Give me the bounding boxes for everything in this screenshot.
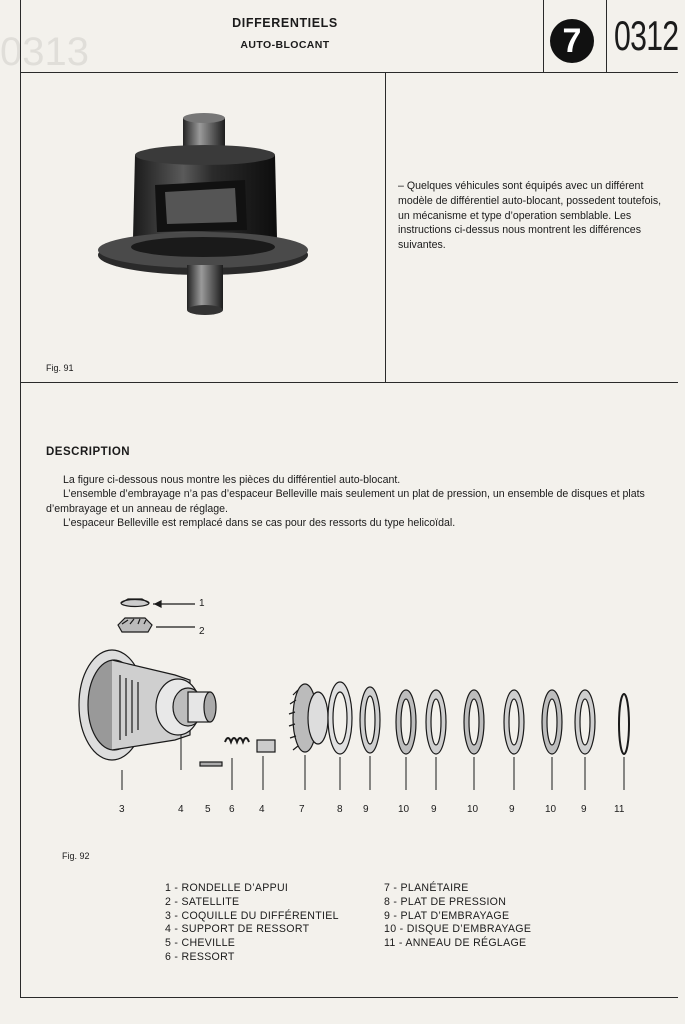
thrust-washer-part	[121, 599, 195, 607]
page-title: DIFFERENTIELS	[232, 16, 338, 30]
chapter-badge: 7	[550, 19, 594, 63]
description-paragraph: La figure ci-dessous nous montre les pièces du différentiel auto-blocant.	[63, 474, 401, 486]
legend-item: 1 - RONDELLE D’APPUI	[165, 882, 289, 894]
description-paragraph: L’espaceur Belleville est remplacé dans se cas pour des ressorts du type helicoïdal.	[63, 517, 456, 530]
page-frame-left	[20, 0, 21, 998]
header-divider-1	[543, 0, 544, 72]
section-rule	[20, 382, 678, 383]
legend-item: 3 - COQUILLE DU DIFFÉRENTIEL	[165, 909, 339, 922]
legend-item: 7 - PLANÉTAIRE	[384, 882, 469, 894]
legend-item: 8 - PLAT DE PRESSION	[384, 895, 507, 908]
callout-number: 9	[509, 804, 515, 815]
differential-case-part	[79, 650, 216, 760]
description-body	[46, 473, 646, 531]
callout-number: 5	[205, 804, 211, 815]
page-number: 0312	[614, 12, 679, 59]
callout-number: 3	[119, 804, 125, 815]
callout-number: 9	[363, 804, 369, 815]
callout-number: 1	[199, 598, 205, 609]
callout-number: 10	[467, 804, 479, 815]
intro-note-text: – Quelques véhicules sont équipés avec un différent modèle de différentiel auto-blocant, possedent toutefois, un mécanisme et type d’operation semblable. Les instructions ci-dessus nous montrent les différences suivantes.	[398, 180, 662, 252]
callout-number: 6	[229, 804, 235, 815]
legend-item: 9 - PLAT D’EMBRAYAGE	[384, 909, 510, 922]
legend-item: 2 - SATELLITE	[165, 895, 240, 908]
intro-note	[398, 179, 668, 253]
callout-number: 7	[299, 804, 305, 815]
figure-92-label: Fig. 92	[62, 851, 90, 861]
parts-legend-right	[384, 882, 531, 951]
exploded-view-diagram	[60, 590, 640, 790]
callout-number: 4	[259, 804, 265, 815]
legend-item: 10 - DISQUE D’EMBRAYAGE	[384, 923, 532, 936]
callout-number: 9	[581, 804, 587, 815]
header-divider-2	[606, 0, 607, 72]
callout-number: 10	[398, 804, 410, 815]
figure-91-label: Fig. 91	[46, 363, 74, 373]
differential-photo	[95, 110, 320, 325]
figure91-divider	[385, 72, 386, 382]
callout-number: 11	[614, 804, 625, 815]
parts-legend-left	[165, 882, 339, 965]
clutch-plates	[360, 687, 595, 754]
header-bottom-rule	[20, 72, 678, 73]
legend-item: 6 - RESSORT	[165, 950, 235, 963]
pinion-gear-part	[118, 618, 195, 632]
callout-number: 2	[199, 626, 205, 637]
page-frame-bottom	[20, 997, 678, 998]
spring-parts	[200, 738, 275, 766]
callout-number: 4	[178, 804, 184, 815]
description-heading: DESCRIPTION	[46, 446, 131, 458]
side-gear-part	[289, 684, 328, 752]
callout-number: 8	[337, 804, 343, 815]
legend-item: 5 - CHEVILLE	[165, 937, 236, 950]
adjusting-ring-part	[619, 694, 629, 754]
description-paragraph: L’ensemble d’embrayage n’a pas d’espaceur Belleville mais seulement un plat de pression, un ensemble de disques et plats d’embrayage et un anneau de réglage.	[46, 488, 645, 515]
bleed-through-artifact: 0313	[0, 30, 89, 74]
callout-number: 9	[431, 804, 437, 815]
callout-number: 10	[545, 804, 557, 815]
legend-item: 11 - ANNEAU DE RÉGLAGE	[384, 937, 527, 950]
legend-item: 4 - SUPPORT DE RESSORT	[165, 923, 310, 936]
page-subtitle: AUTO-BLOCANT	[240, 39, 330, 51]
